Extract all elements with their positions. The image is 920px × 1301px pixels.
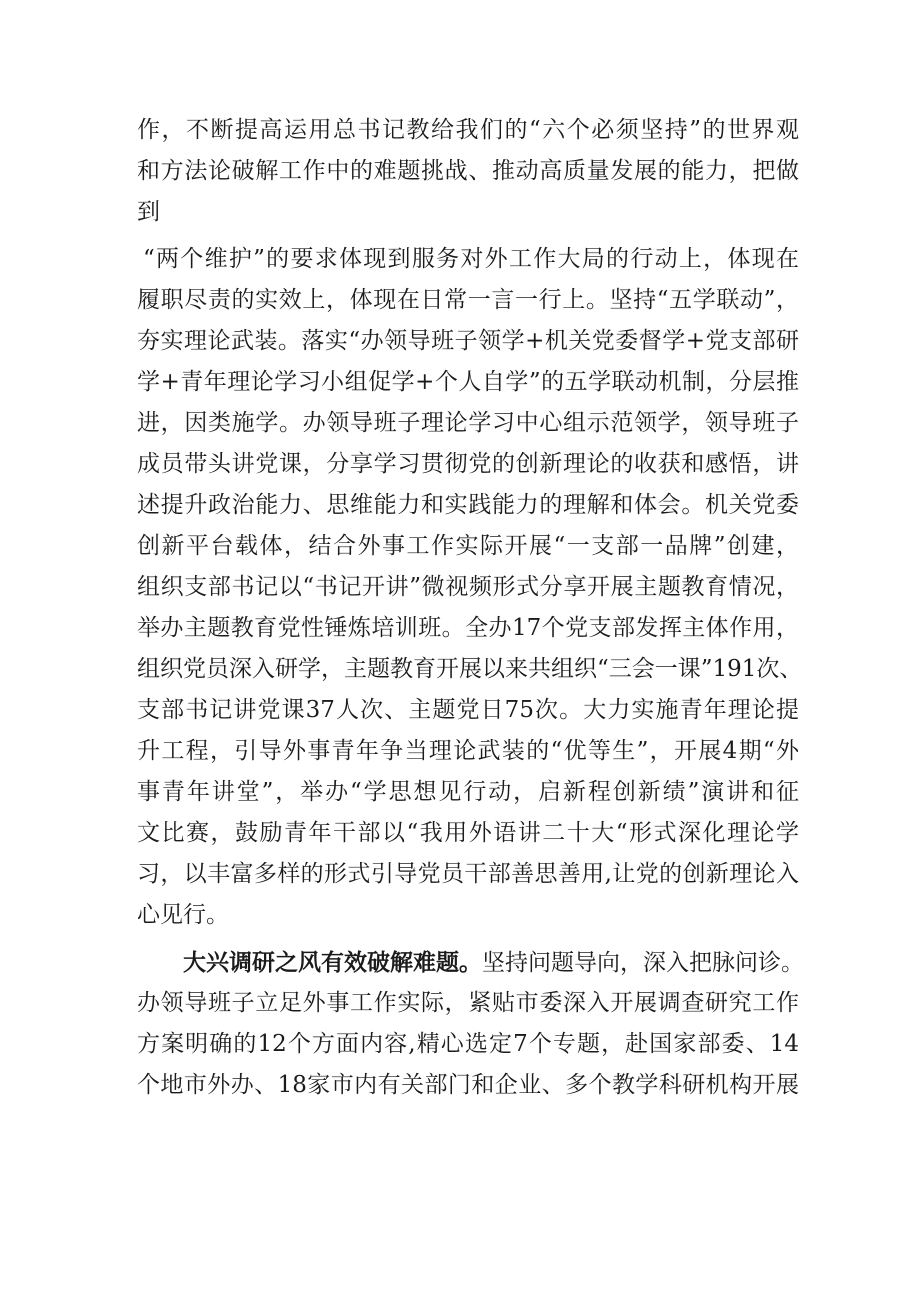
text-line: 述提升政治能力、思维能力和实践能力的理解和体会。机关党委 [137, 492, 799, 518]
text-line: 履职尽责的实效上，体现在日常一言一行上。坚持“五学联动”， [137, 287, 799, 313]
text-line: 创新平台载体，结合外事工作实际开展“一支部一品牌”创建， [137, 533, 799, 559]
text-line: 举办主题教育党性锤炼培训班。全办17个党支部发挥主体作用， [137, 615, 799, 641]
paragraph-heading: 大兴调研之风有效破解难题。 [183, 949, 482, 976]
text-line: 进，因类施学。办领导班子理论学习中心组示范领学，领导班子 [137, 410, 799, 436]
text-line: 个地市外办、18家市内有关部门和企业、多个教学科研机构开展 [137, 1072, 799, 1098]
paragraph-heading-rest: 坚持问题导向，深入把脉问诊。 [482, 950, 804, 976]
text-line: 升工程，引导外事青年争当理论武装的“优等生”，开展4期“外 [137, 738, 799, 764]
text-line: “两个维护”的要求体现到服务对外工作大局的行动上，体现在 [143, 246, 799, 272]
text-line: 组织党员深入研学，主题教育开展以来共组织“三会一课”191次、 [137, 656, 803, 682]
text-line: 夯实理论武装。落实“办领导班子领学+机关党委督学+党支部研 [137, 328, 799, 354]
text-line: 心见行。 [137, 902, 229, 928]
text-line: 事青年讲堂”，举办“学思想见行动，启新程创新绩”演讲和征 [137, 779, 799, 805]
text-line: 习，以丰富多样的形式引导党员干部善思善用,让党的创新理论入 [137, 861, 799, 887]
text-line: 支部书记讲党课37人次、主题党日75次。大力实施青年理论提 [137, 697, 799, 723]
body-text [137, 110, 804, 1106]
text-line: 学+青年理论学习小组促学+个人自学”的五学联动机制，分层推 [137, 369, 799, 395]
paragraph-first-line [137, 942, 804, 983]
text-line: 作，不断提高运用总书记教给我们的“六个必须坚持”的世界观 [137, 117, 799, 143]
text-line: 和方法论破解工作中的难题挑战、推动高质量发展的能力，把做 [137, 158, 799, 184]
text-line: 到 [137, 199, 160, 225]
text-line: 办领导班子立足外事工作实际，紧贴市委深入开展调查研究工作 [137, 990, 799, 1016]
text-line: 成员带头讲党课，分享学习贯彻党的创新理论的收获和感悟，讲 [137, 451, 799, 477]
text-line: 方案明确的12个方面内容,精心选定7个专题，赴国家部委、14 [137, 1031, 799, 1057]
text-line: 组织支部书记以“书记开讲”微视频形式分享开展主题教育情况， [137, 574, 799, 600]
text-line: 文比赛，鼓励青年干部以“我用外语讲二十大“形式深化理论学 [137, 820, 799, 846]
